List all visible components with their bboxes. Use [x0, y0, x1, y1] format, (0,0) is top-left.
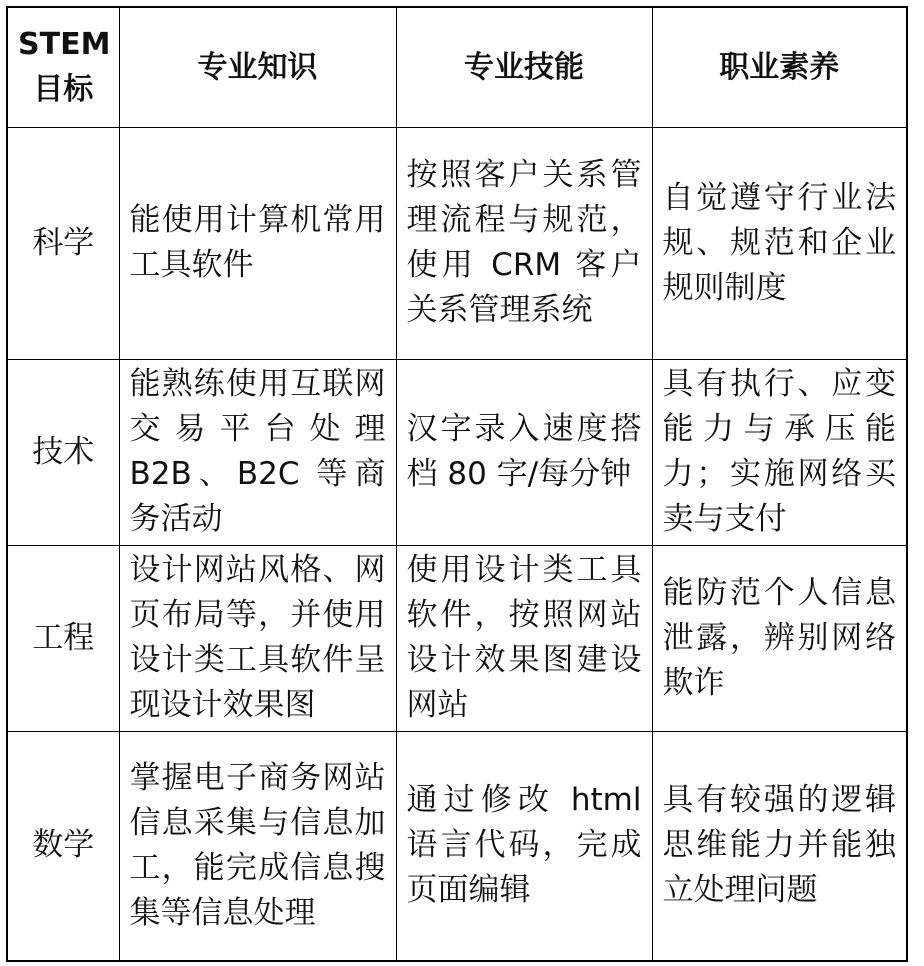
cell-literacy: 自觉遵守行业法规、规范和企业规则制度 — [652, 127, 907, 359]
row-label-science: 科学 — [7, 127, 119, 359]
cell-knowledge: 能熟练使用互联网交易平台处理 B2B、B2C 等商务活动 — [119, 359, 396, 545]
stem-objectives-table — [6, 6, 908, 962]
row-label-mathematics: 数学 — [7, 731, 119, 961]
table-row — [7, 545, 907, 731]
cell-knowledge: 设计网站风格、网页布局等，并使用设计类工具软件呈现设计效果图 — [119, 545, 396, 731]
table-row — [7, 731, 907, 961]
cell-skills: 使用设计类工具软件，按照网站设计效果图建设网站 — [396, 545, 652, 731]
cell-skills: 汉字录入速度搭档 80 字/每分钟 — [396, 359, 652, 545]
corner-line-1: STEM — [18, 27, 111, 63]
cell-literacy: 具有执行、应变能力与承压能力；实施网络买卖与支付 — [652, 359, 907, 545]
cell-literacy: 具有较强的逻辑思维能力并能独立处理问题 — [652, 731, 907, 961]
table-row — [7, 127, 907, 359]
cell-literacy: 能防范个人信息泄露，辨别网络欺诈 — [652, 545, 907, 731]
cell-knowledge: 能使用计算机常用工具软件 — [119, 127, 396, 359]
corner-line-2: 目标 — [33, 72, 94, 108]
header-row — [7, 7, 907, 127]
cell-skills: 按照客户关系管理流程与规范，使用 CRM 客户关系管理系统 — [396, 127, 652, 359]
header-knowledge: 专业知识 — [119, 7, 396, 127]
cell-knowledge: 掌握电子商务网站信息采集与信息加工，能完成信息搜集等信息处理 — [119, 731, 396, 961]
corner-header — [7, 7, 119, 127]
row-label-engineering: 工程 — [7, 545, 119, 731]
header-skills: 专业技能 — [396, 7, 652, 127]
row-label-technology: 技术 — [7, 359, 119, 545]
cell-skills: 通过修改 html 语言代码，完成页面编辑 — [396, 731, 652, 961]
table-row — [7, 359, 907, 545]
header-literacy: 职业素养 — [652, 7, 907, 127]
